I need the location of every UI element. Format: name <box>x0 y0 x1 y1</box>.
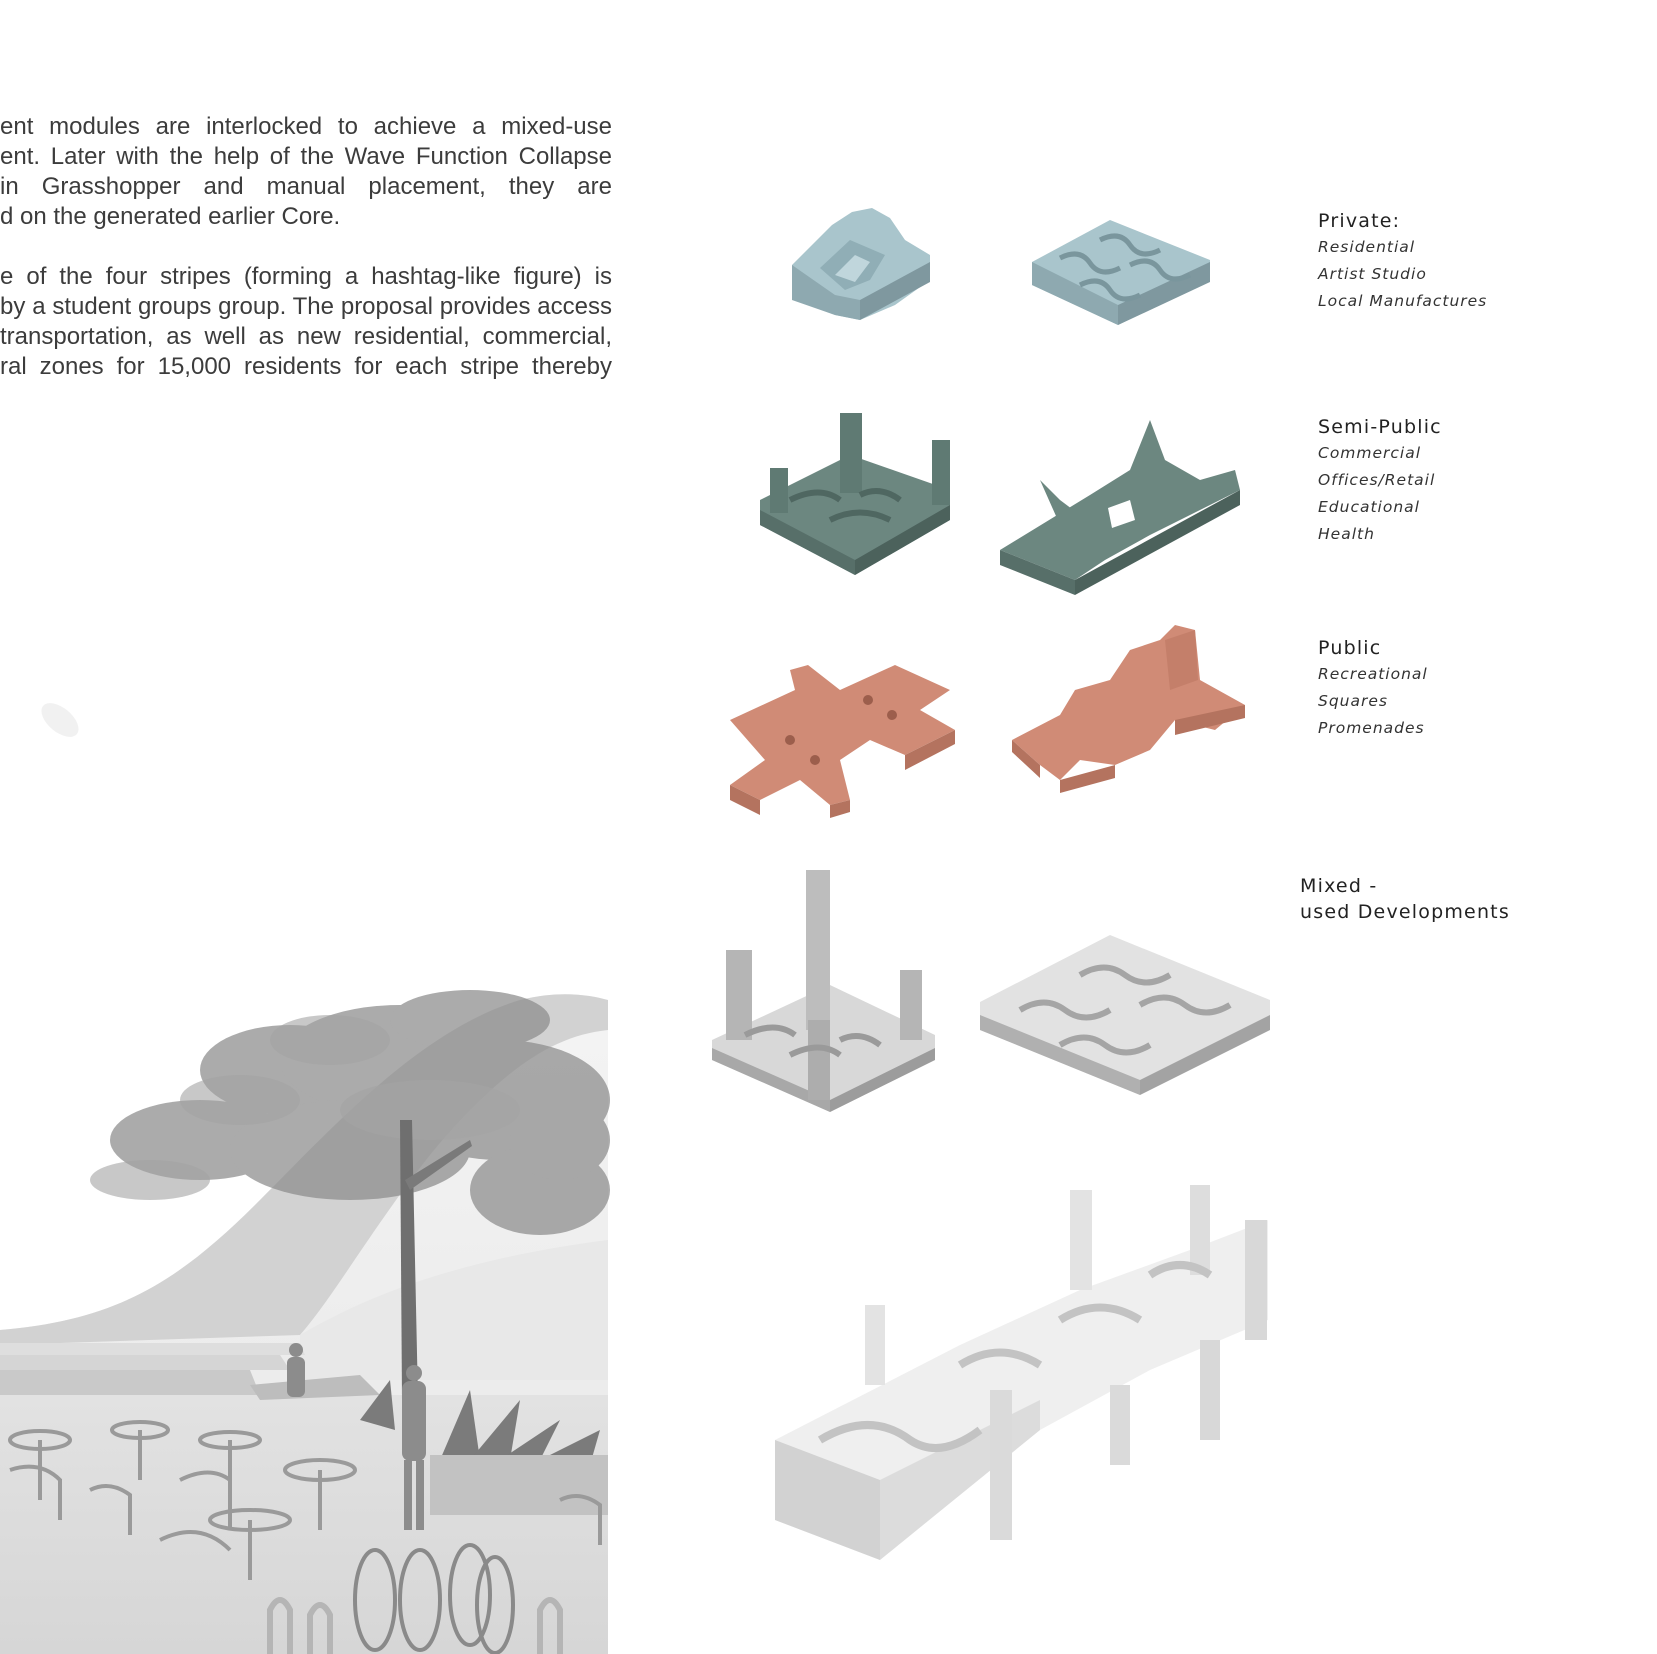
legend-item: Commercial <box>1318 444 1422 462</box>
legend-private-title: Private: <box>1318 210 1401 232</box>
intro-line: d on the generated earlier Core. <box>0 203 341 230</box>
semi-public-module-2 <box>1000 420 1240 595</box>
legend-semi-public <box>1318 414 1442 548</box>
legend-item: Recreational <box>1318 665 1428 683</box>
intro-line: ral zones for 15,000 residents for each stripe thereby <box>0 353 612 380</box>
intro-line: transportation, as well as new residential, commercial, <box>0 323 612 350</box>
legend-semi-public-title: Semi-Public <box>1318 416 1442 438</box>
intro-line: e of the four stripes (forming a hashtag-like figure) is <box>0 263 612 290</box>
smudge <box>35 697 84 744</box>
mixed-module-1 <box>712 870 935 1112</box>
mixed-module-2 <box>980 935 1270 1095</box>
intro-line: ent modules are interlocked to achieve a mixed-use <box>0 113 612 140</box>
legend-mixed <box>1300 873 1510 925</box>
intro-line: in Grasshopper and manual placement, they are <box>0 173 612 200</box>
street-scene-render <box>0 990 610 1654</box>
public-module-1 <box>730 665 955 818</box>
legend-item: Squares <box>1318 692 1388 710</box>
legend-item: Local Manufactures <box>1318 292 1488 310</box>
legend-item: Promenades <box>1318 719 1425 737</box>
legend-item: Offices/Retail <box>1318 471 1436 489</box>
intro-line: by a student groups group. The proposal provides access <box>0 293 612 320</box>
combined-massing-model <box>775 1185 1268 1560</box>
private-module-1 <box>792 208 930 320</box>
legend-private <box>1318 208 1487 315</box>
semi-public-module-1 <box>760 413 950 575</box>
legend-item: Residential <box>1318 238 1416 256</box>
legend-item: Artist Studio <box>1318 265 1427 283</box>
legend-item: Educational <box>1318 498 1420 516</box>
legend-mixed-title-line1: Mixed - <box>1300 875 1378 897</box>
public-module-2 <box>1012 625 1245 793</box>
legend-item: Health <box>1318 525 1375 543</box>
legend-public <box>1318 635 1428 742</box>
legend-public-title: Public <box>1318 637 1382 659</box>
intro-line: ent. Later with the help of the Wave Function Collapse <box>0 143 612 170</box>
legend-mixed-title-line2: used Developments <box>1300 901 1510 923</box>
private-module-2 <box>1032 220 1210 325</box>
